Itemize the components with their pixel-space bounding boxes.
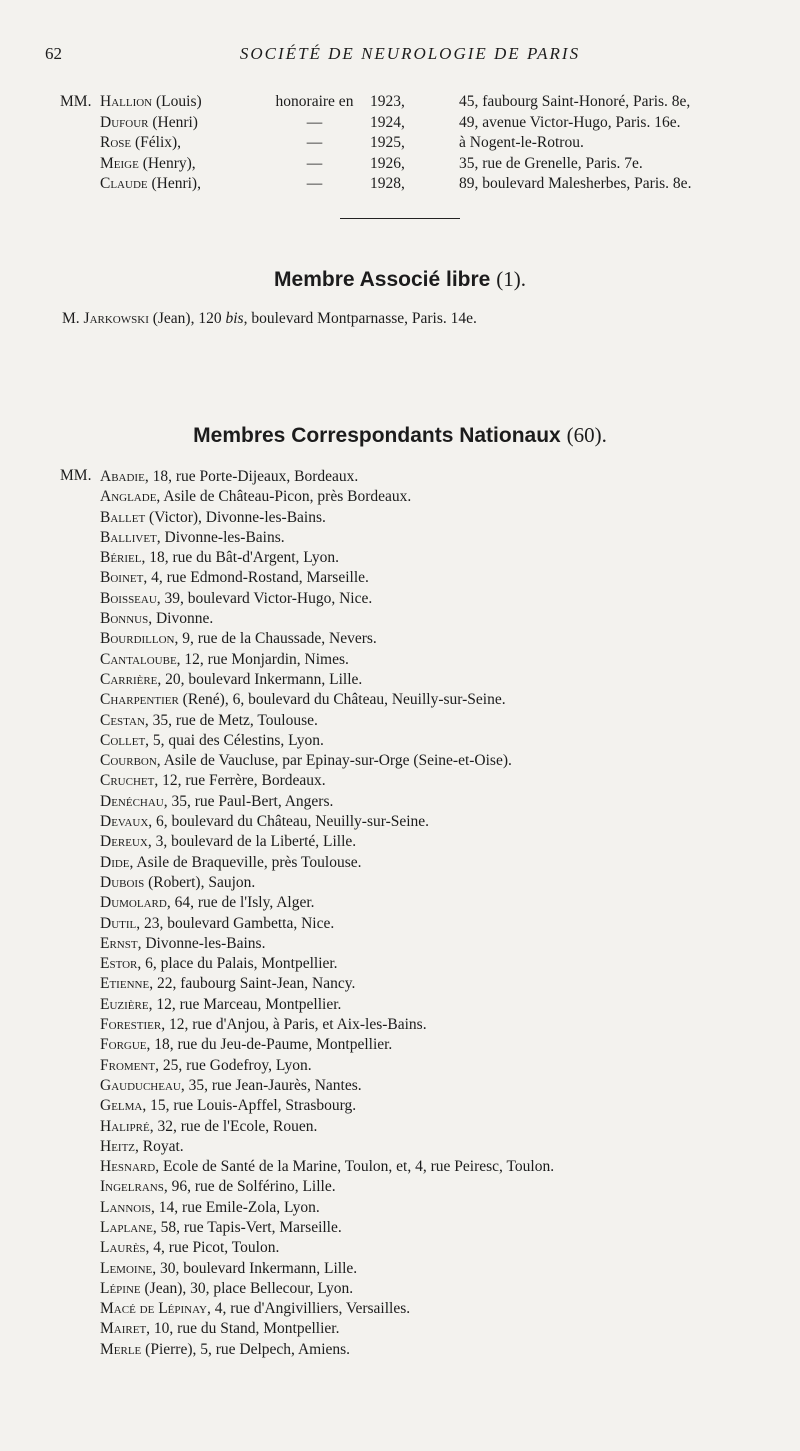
correspondent-row [0, 629, 800, 649]
correspondent-row [0, 995, 800, 1015]
member-status: — [306, 175, 323, 192]
member-surname: Dufour [100, 113, 149, 131]
correspondent-row [0, 1015, 800, 1035]
correspondent-row [0, 1137, 800, 1157]
correspondent-name: Bourdillon [100, 630, 175, 648]
correspondent-details: , 5, quai des Célestins, Lyon. [145, 731, 324, 749]
correspondent-row [0, 893, 800, 913]
honorary-row [0, 154, 800, 175]
correspondent-details: , Divonne-les-Bains. [156, 528, 285, 546]
correspondent-name: Boisseau [100, 589, 157, 607]
correspondent-row [0, 812, 800, 832]
correspondent-details: , 3, boulevard de la Liberté, Lille. [147, 833, 357, 851]
correspondent-details: , 18, rue Porte-Dijeaux, Bordeaux. [144, 468, 359, 485]
correspondent-name: Froment [100, 1056, 156, 1074]
associate-count: (1). [496, 267, 526, 291]
correspondent-name: Halipré [100, 1117, 150, 1135]
member-year: 1928, [370, 175, 405, 192]
correspondent-name: Bonnus [100, 610, 149, 628]
member-first-name: (Henry), [142, 154, 196, 172]
correspondent-details: , Asile de Vaucluse, par Epinay-sur-Orge (Seine-et-Oise). [156, 752, 512, 770]
correspondent-row [0, 528, 800, 548]
member-surname: Claude [100, 175, 148, 192]
correspondent-row [0, 1035, 800, 1055]
member-year: 1924, [370, 113, 405, 131]
correspondent-details: , Royat. [135, 1137, 184, 1155]
correspondent-name: Ingelrans [100, 1178, 164, 1196]
correspondent-details: , 64, rue de l'Isly, Alger. [166, 894, 315, 912]
member-address: 45, faubourg Saint-Honoré, Paris. 8e, [459, 93, 691, 110]
correspondent-details: , 9, rue de la Chaussade, Nevers. [174, 630, 377, 648]
correspondent-details: , 39, boulevard Victor-Hugo, Nice. [156, 589, 373, 607]
correspondent-row [0, 1076, 800, 1096]
correspondent-row [0, 670, 800, 690]
correspondent-name: Forestier [100, 1016, 162, 1034]
correspondent-name: Courbon [100, 752, 157, 770]
correspondent-details: , 25, rue Godefroy, Lyon. [155, 1056, 312, 1074]
correspondent-details: , 20, boulevard Inkermann, Lille. [157, 670, 363, 688]
correspondent-details: (Robert), Saujon. [144, 873, 256, 891]
correspondents-title: Membres Correspondants Nationaux [193, 424, 561, 447]
correspondent-row [0, 650, 800, 670]
correspondent-row [0, 487, 800, 507]
correspondent-row [0, 873, 800, 893]
correspondent-name: Forgue [100, 1036, 147, 1054]
correspondent-row [0, 914, 800, 934]
member-entry [100, 174, 201, 194]
honorary-prefix: MM. [60, 93, 92, 110]
correspondent-row [0, 1299, 800, 1319]
correspondent-name: Hesnard [100, 1158, 156, 1176]
correspondent-details: , 18, rue du Bât-d'Argent, Lyon. [141, 549, 340, 567]
member-first-name: (Henri), [151, 175, 201, 192]
correspondent-row [0, 589, 800, 609]
correspondent-row [0, 508, 800, 528]
correspondent-details: , 4, rue d'Angivilliers, Versailles. [207, 1300, 411, 1318]
correspondent-details: , 96, rue de Solférino, Lille. [163, 1178, 336, 1196]
correspondent-details: , 14, rue Emile-Zola, Lyon. [151, 1198, 320, 1216]
correspondents-list [0, 467, 800, 1360]
page-header [45, 44, 775, 68]
correspondent-details: , 58, rue Tapis-Vert, Marseille. [152, 1218, 342, 1236]
correspondents-prefix: MM. [60, 467, 92, 484]
member-year: 1923, [370, 93, 405, 110]
member-surname: Hallion [100, 93, 153, 110]
correspondent-name: Lépine [100, 1279, 141, 1297]
correspondent-row [0, 467, 800, 487]
correspondent-name: Cruchet [100, 772, 155, 790]
member-address: à Nogent-le-Rotrou. [459, 134, 584, 151]
correspondent-name: Anglade [100, 488, 157, 506]
correspondent-details: , 18, rue du Jeu-de-Paume, Montpellier. [146, 1036, 393, 1054]
correspondent-name: Macé de Lépinay [100, 1300, 207, 1318]
correspondent-row [0, 548, 800, 568]
correspondent-row [0, 1096, 800, 1116]
correspondent-details: , 30, boulevard Inkermann, Lille. [152, 1259, 358, 1277]
correspondent-name: Charpentier [100, 691, 179, 709]
correspondent-name: Laurès [100, 1239, 146, 1257]
correspondent-details: , Asile de Braqueville, près Toulouse. [129, 853, 362, 871]
correspondent-details: , Ecole de Santé de la Marine, Toulon, et, 4, rue Peiresc, Toulon. [155, 1158, 555, 1176]
correspondent-name: Dubois [100, 873, 145, 891]
correspondent-details: (Victor), Divonne-les-Bains. [145, 508, 326, 526]
correspondent-name: Etienne [100, 975, 150, 993]
member-first-name: (Louis) [156, 93, 202, 110]
correspondent-row [0, 832, 800, 852]
correspondent-row [0, 1218, 800, 1238]
associate-prefix: M. [62, 310, 80, 327]
correspondent-name: Ernst [100, 934, 138, 952]
correspondent-details: , 32, rue de l'Ecole, Rouen. [149, 1117, 318, 1135]
correspondent-details: , Asile de Château-Picon, près Bordeaux. [156, 488, 412, 506]
member-address: 89, boulevard Malesherbes, Paris. 8e. [459, 175, 692, 192]
correspondent-details: (René), 6, boulevard du Château, Neuilly-sur-Seine. [178, 691, 506, 709]
member-entry [100, 92, 202, 112]
associate-name: Jarkowski [83, 310, 149, 327]
associate-rest-a: (Jean), 120 [148, 310, 226, 327]
correspondent-name: Dereux [100, 833, 148, 851]
correspondent-name: Gelma [100, 1097, 143, 1115]
member-year: 1926, [370, 154, 405, 172]
correspondent-details: , 4, rue Edmond-Rostand, Marseille. [143, 569, 369, 587]
member-entry [100, 113, 198, 133]
correspondent-name: Cestan [100, 711, 145, 729]
correspondent-details: (Jean), 30, place Bellecour, Lyon. [140, 1279, 354, 1297]
correspondent-row [0, 751, 800, 771]
correspondent-details: (Pierre), 5, rue Delpech, Amiens. [141, 1340, 351, 1358]
correspondents-count: (60). [566, 423, 607, 447]
correspondent-details: , 6, boulevard du Château, Neuilly-sur-Seine. [148, 813, 430, 831]
correspondent-name: Carrière [100, 670, 158, 688]
correspondent-name: Ballivet [100, 528, 157, 546]
correspondent-details: , 12, rue Monjardin, Nimes. [176, 650, 349, 668]
honorary-row [0, 92, 800, 113]
honorary-row [0, 133, 800, 154]
correspondent-name: Denéchau [100, 792, 164, 810]
correspondent-name: Dide [100, 853, 130, 871]
correspondent-row [0, 711, 800, 731]
correspondent-details: , Divonne-les-Bains. [137, 934, 266, 952]
correspondent-row [0, 1117, 800, 1137]
correspondent-name: Dumolard [100, 894, 167, 912]
divider-rule [340, 218, 460, 219]
correspondent-details: , 35, rue Paul-Bert, Angers. [163, 792, 334, 810]
correspondent-details: , 15, rue Louis-Apffel, Strasbourg. [142, 1097, 357, 1115]
associate-entry [62, 310, 477, 328]
correspondent-name: Laplane [100, 1218, 153, 1236]
member-status: — [306, 154, 323, 172]
correspondent-details: , 35, rue Jean-Jaurès, Nantes. [180, 1076, 362, 1094]
correspondent-details: , 4, rue Picot, Toulon. [145, 1239, 280, 1257]
correspondent-row [0, 934, 800, 954]
member-address: 49, avenue Victor-Hugo, Paris. 16e. [459, 113, 681, 131]
correspondent-name: Lemoine [100, 1259, 153, 1277]
associate-rest-b: , boulevard Montparnasse, Paris. 14e. [243, 310, 477, 327]
correspondent-row [0, 1157, 800, 1177]
correspondent-name: Lannois [100, 1198, 152, 1216]
associate-title: Membre Associé libre [274, 268, 491, 291]
honorary-row [0, 174, 800, 195]
member-status: — [306, 134, 323, 151]
member-first-name: (Félix), [135, 134, 182, 151]
correspondent-name: Euzière [100, 995, 149, 1013]
member-status: — [306, 113, 323, 131]
correspondent-name: Cantaloube [100, 650, 177, 668]
correspondent-details: , 35, rue de Metz, Toulouse. [144, 711, 318, 729]
correspondent-row [0, 1238, 800, 1258]
correspondent-row [0, 1319, 800, 1339]
correspondent-name: Boinet [100, 569, 144, 587]
correspondent-row [0, 1279, 800, 1299]
correspondent-row [0, 1198, 800, 1218]
member-surname: Meige [100, 154, 139, 172]
correspondent-name: Collet [100, 731, 146, 749]
correspondent-row [0, 1177, 800, 1197]
correspondent-row [0, 1056, 800, 1076]
correspondent-name: Dutil [100, 914, 137, 932]
member-status: honoraire en [275, 93, 354, 110]
correspondent-row [0, 1259, 800, 1279]
correspondent-row [0, 609, 800, 629]
correspondent-row [0, 771, 800, 791]
correspondent-name: Ballet [100, 508, 146, 526]
correspondent-details: , 12, rue d'Anjou, à Paris, et Aix-les-Bains. [161, 1016, 427, 1034]
correspondent-details: , 22, faubourg Saint-Jean, Nancy. [149, 975, 356, 993]
correspondent-row [0, 792, 800, 812]
member-address: 35, rue de Grenelle, Paris. 7e. [459, 154, 643, 172]
member-entry [100, 133, 181, 153]
correspondents-heading [0, 423, 800, 448]
member-entry [100, 154, 196, 174]
correspondent-details: , Divonne. [148, 610, 214, 628]
page-number: 62 [45, 44, 62, 63]
correspondent-row [0, 1340, 800, 1360]
correspondent-row [0, 974, 800, 994]
correspondent-name: Heitz [100, 1137, 136, 1155]
correspondent-details: , 12, rue Marceau, Montpellier. [148, 995, 342, 1013]
correspondent-name: Abadie [100, 468, 145, 485]
member-year: 1925, [370, 134, 405, 151]
correspondent-name: Mairet [100, 1320, 147, 1338]
running-title: SOCIÉTÉ DE NEUROLOGIE DE PARIS [239, 44, 581, 63]
correspondent-row [0, 731, 800, 751]
correspondent-name: Merle [100, 1340, 142, 1358]
member-surname: Rose [100, 134, 132, 151]
correspondent-details: , 23, boulevard Gambetta, Nice. [136, 914, 335, 932]
correspondent-name: Gauducheau [100, 1076, 181, 1094]
correspondent-name: Estor [100, 955, 138, 973]
member-first-name: (Henri) [152, 113, 198, 131]
correspondent-row [0, 954, 800, 974]
correspondent-row [0, 690, 800, 710]
correspondent-name: Devaux [100, 813, 149, 831]
correspondent-details: , 10, rue du Stand, Montpellier. [146, 1320, 340, 1338]
correspondent-details: , 12, rue Ferrère, Bordeaux. [154, 772, 326, 790]
associate-bis: bis [225, 310, 244, 327]
honorary-row [0, 113, 800, 134]
correspondent-row [0, 568, 800, 588]
correspondent-name: Bériel [100, 549, 142, 567]
correspondent-row [0, 853, 800, 873]
correspondent-details: , 6, place du Palais, Montpellier. [137, 955, 338, 973]
honorary-members-list [0, 92, 800, 195]
associate-heading [0, 267, 800, 292]
